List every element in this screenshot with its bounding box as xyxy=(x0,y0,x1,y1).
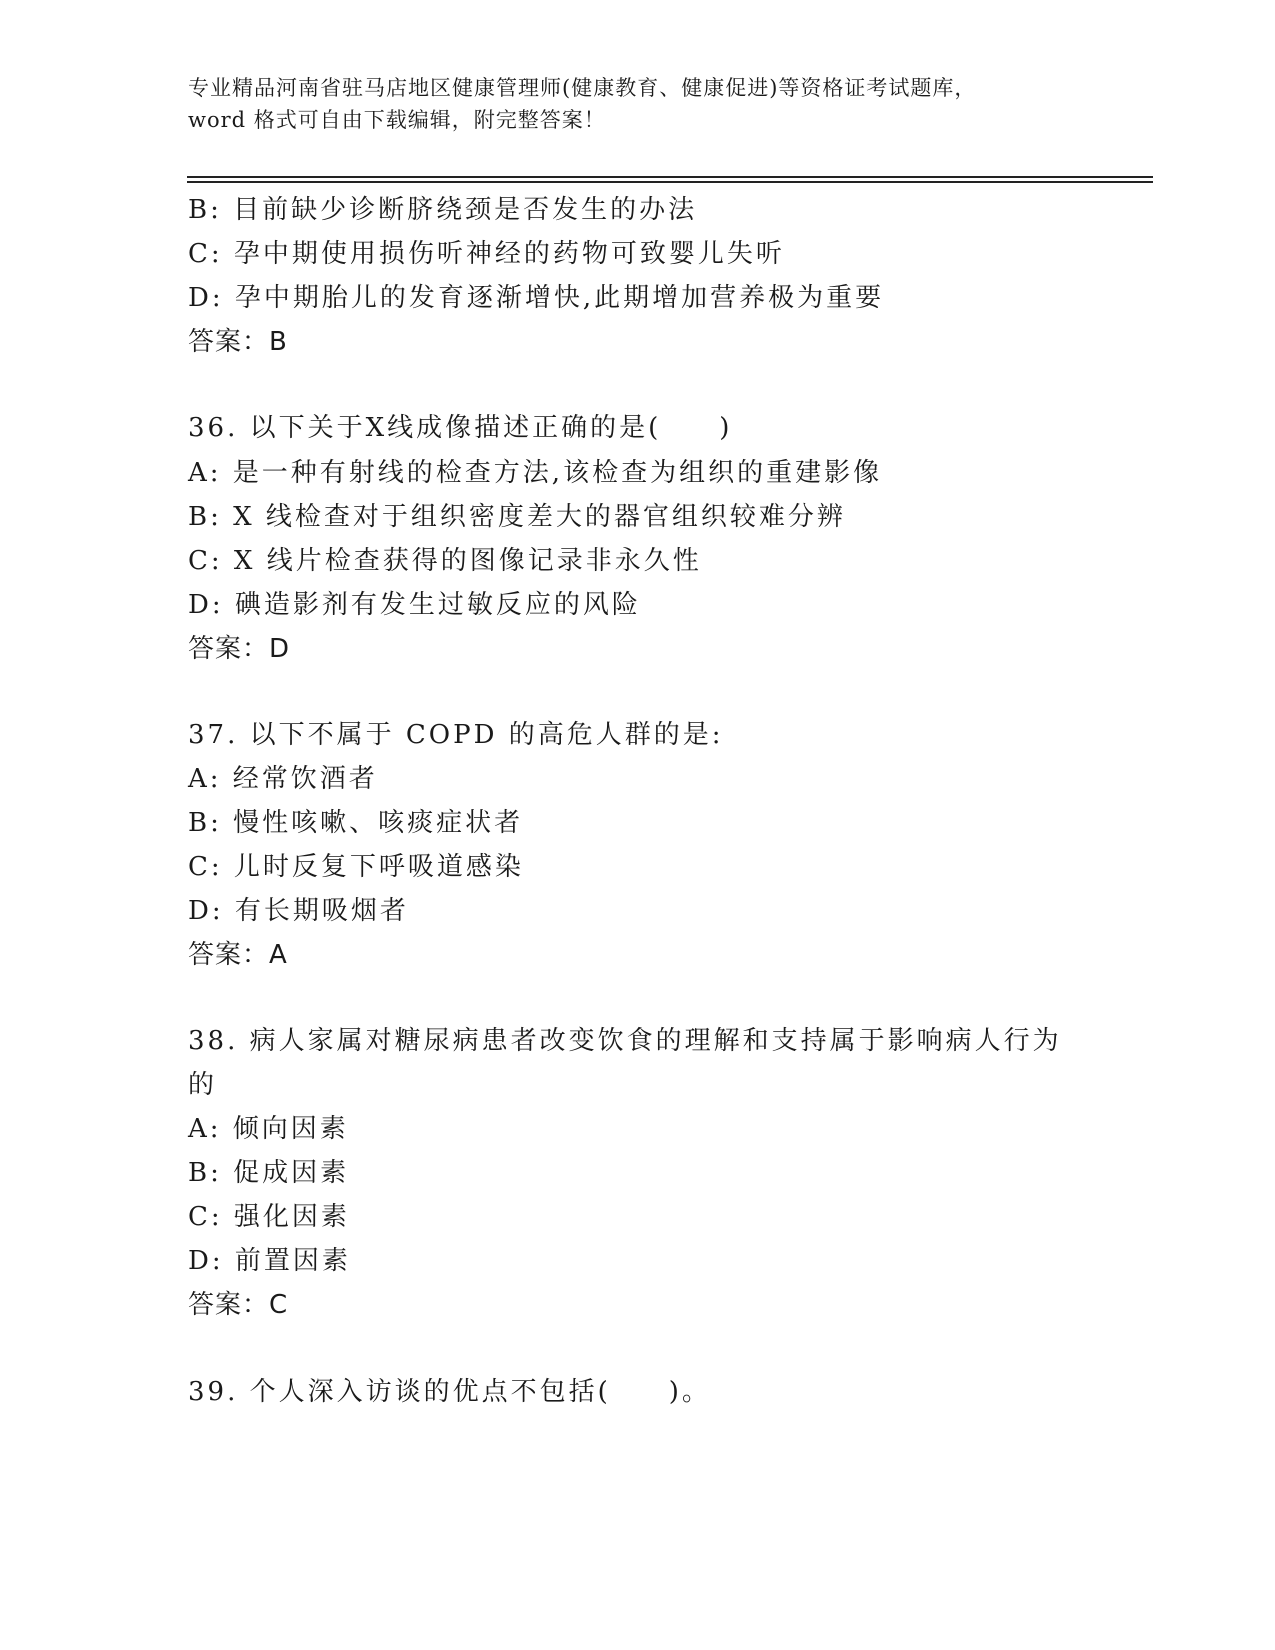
page-header xyxy=(188,72,1088,136)
q37-question: 37. 以下不属于 COPD 的高危人群的是: xyxy=(188,720,724,750)
q37-option-d: D: 有长期吸烟者 xyxy=(188,896,409,926)
q39-question: 39. 个人深入访谈的优点不包括( )。 xyxy=(188,1377,711,1407)
q38-option-b: B: 促成因素 xyxy=(188,1158,350,1188)
q37-answer: 答案：A xyxy=(188,940,288,970)
q35-option-b: B: 目前缺少诊断脐绕颈是否发生的办法 xyxy=(188,195,698,225)
q36-option-d: D: 碘造影剂有发生过敏反应的风险 xyxy=(188,590,641,620)
q38-option-c: C: 强化因素 xyxy=(188,1202,350,1232)
q38-question-line-1: 38. 病人家属对糖尿病患者改变饮食的理解和支持属于影响病人行为 xyxy=(188,1026,1062,1056)
q35-option-d: D: 孕中期胎儿的发育逐渐增快,此期增加营养极为重要 xyxy=(188,283,885,313)
q38-option-a: A: 倾向因素 xyxy=(188,1114,349,1144)
q36-option-c: C: X 线片检查获得的图像记录非永久性 xyxy=(188,546,702,576)
q37-option-c: C: 儿时反复下呼吸道感染 xyxy=(188,852,524,882)
q35-answer: 答案：B xyxy=(188,327,288,357)
q36-question: 36. 以下关于X线成像描述正确的是( ) xyxy=(188,413,733,443)
q37-option-b: B: 慢性咳嗽、咳痰症状者 xyxy=(188,808,524,838)
q38-option-d: D: 前置因素 xyxy=(188,1246,351,1276)
header-title-line-2: word 格式可自由下载编辑，附完整答案！ xyxy=(188,108,606,132)
header-divider-bottom xyxy=(187,181,1153,183)
q36-option-a: A: 是一种有射线的检查方法,该检查为组织的重建影像 xyxy=(188,458,883,488)
q36-option-b: B: X 线检查对于组织密度差大的器官组织较难分辨 xyxy=(188,502,846,532)
q35-option-c: C: 孕中期使用损伤听神经的药物可致婴儿失听 xyxy=(188,239,785,269)
q38-answer: 答案：C xyxy=(188,1290,289,1320)
header-title-line-1: 专业精品河南省驻马店地区健康管理师(健康教育、健康促进)等资格证考试题库， xyxy=(188,76,977,100)
q37-option-a: A: 经常饮酒者 xyxy=(188,764,378,794)
header-divider-top xyxy=(187,176,1153,178)
q38-question-line-2: 的 xyxy=(188,1070,218,1100)
q36-answer: 答案：D xyxy=(188,634,291,664)
